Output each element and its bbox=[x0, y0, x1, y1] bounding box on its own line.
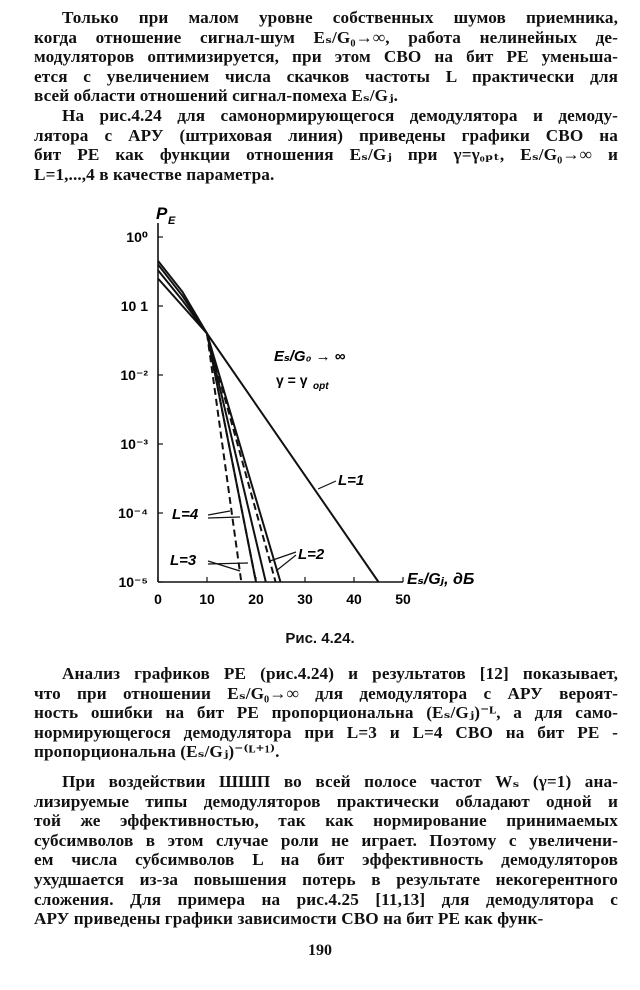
y-axis-label-sub: E bbox=[168, 215, 176, 227]
label-L3: L=3 bbox=[170, 552, 197, 569]
curve-L4-solid bbox=[158, 261, 256, 582]
text-line: бит PЕ как функции отношения Eₛ/Gⱼ при γ=γₒₚₜ, Eₛ/G₀→∞ и bbox=[34, 145, 618, 165]
condition-line-1: Eₛ/G₀ → ∞ bbox=[274, 348, 346, 365]
label-L2: L=2 bbox=[298, 546, 325, 563]
text-line: что при отношении Eₛ/G₀→∞ для демодулятора с АРУ вероят- bbox=[34, 683, 618, 703]
text-line: когда отношение сигнал-шум Eₛ/G₀→∞, работа нелинейных де- bbox=[34, 27, 618, 47]
x-tick-label: 30 bbox=[297, 591, 313, 607]
condition-line-2-sub: opt bbox=[313, 381, 329, 392]
chart-curves bbox=[158, 261, 379, 582]
text-line: При воздействии ШШП во всей полосе частот Wₛ (γ=1) ана- bbox=[62, 772, 618, 791]
text-line: модуляторов оптимизируется, при этом СВО на бит PЕ уменьша- bbox=[34, 47, 618, 67]
x-tick-label: 40 bbox=[346, 591, 362, 607]
page-number: 190 bbox=[308, 942, 332, 959]
y-tick-label: 10⁰ bbox=[126, 229, 148, 245]
paragraph-1 bbox=[34, 8, 618, 106]
label-L1: L=1 bbox=[338, 472, 365, 489]
text-line: субсимволов в этом случае роли не играет. Поэтому с увеличени- bbox=[34, 830, 618, 850]
text-line: сложения. Для примера на рис.4.25 [11,13] для демодулятора с bbox=[34, 889, 618, 909]
paragraph-3 bbox=[34, 664, 618, 762]
curve-L2-dashed bbox=[207, 334, 276, 583]
text-line: L=1,...,4 в качестве параметра. bbox=[34, 164, 275, 184]
y-tick-labels bbox=[118, 229, 163, 590]
text-line: На рис.4.24 для самонормирующегося демодулятора и демоду- bbox=[62, 106, 618, 125]
leader-L3a bbox=[208, 561, 240, 571]
x-tick-label: 20 bbox=[248, 591, 264, 607]
text-line: той же эффективностью, так как нормирование принимаемых bbox=[34, 811, 618, 831]
x-tick-label: 0 bbox=[154, 591, 162, 607]
text-line: лизируемые типы демодуляторов практически обладают одной и bbox=[34, 791, 618, 811]
x-axis-label: Eₛ/Gⱼ, дБ bbox=[407, 571, 475, 588]
chart-axes bbox=[158, 223, 403, 582]
y-tick-label: 10⁻⁵ bbox=[118, 574, 148, 590]
x-tick-label: 50 bbox=[395, 591, 411, 607]
y-tick-label: 10⁻² bbox=[120, 367, 148, 383]
y-tick-label: 10 1 bbox=[120, 298, 148, 314]
curve-L3-solid bbox=[158, 265, 266, 583]
label-L4: L=4 bbox=[172, 506, 199, 523]
condition-line-2: γ = γ bbox=[276, 372, 308, 388]
text-line: всей области отношений сигнал-помеха Eₛ/Gⱼ. bbox=[34, 86, 399, 106]
leader-L1 bbox=[318, 481, 336, 489]
y-axis-label: P bbox=[156, 204, 168, 223]
text-line: ухудшается из-за повышения потерь в результате некогерентного bbox=[34, 869, 618, 889]
y-tick-label: 10⁻³ bbox=[120, 436, 148, 452]
text-line: Только при малом уровне собственных шумов приемника, bbox=[62, 8, 618, 27]
text-line: Анализ графиков PЕ (рис.4.24) и результатов [12] показывает, bbox=[62, 664, 618, 683]
text-line: лятора с АРУ (штриховая линия) приведены графики СВО на bbox=[34, 125, 618, 145]
leader-L4a bbox=[208, 511, 230, 515]
text-line: пропорциональна (Eₛ/Gⱼ)⁻⁽ᴸ⁺¹⁾. bbox=[34, 742, 280, 762]
chart-annotations bbox=[156, 204, 474, 588]
text-line: АРУ приведены графики зависимости СВО на бит PЕ как функ- bbox=[34, 909, 544, 929]
text-line: ется с увеличением числа скачков частоты L практически для bbox=[34, 66, 618, 86]
text-line: ность ошибки на бит PЕ пропорциональна (Eₛ/Gⱼ)⁻ᴸ, а для само- bbox=[34, 703, 618, 723]
curve-L1-solid bbox=[158, 279, 379, 583]
figure-caption: Рис. 4.24. bbox=[285, 630, 355, 647]
paragraph-4 bbox=[34, 772, 618, 929]
paragraph-2 bbox=[34, 106, 618, 184]
leader-L4b bbox=[208, 517, 240, 518]
text-line: ем числа субсимволов L на бит эффективность демодуляторов bbox=[34, 850, 618, 870]
curve-L3-dashed bbox=[207, 334, 256, 583]
text-line: нормирующегося демодулятора при L=3 и L=4 СВО на бит PЕ - bbox=[34, 722, 618, 742]
figure-4-24 bbox=[0, 195, 640, 625]
y-tick-label: 10⁻⁴ bbox=[118, 505, 148, 521]
x-tick-label: 10 bbox=[199, 591, 215, 607]
